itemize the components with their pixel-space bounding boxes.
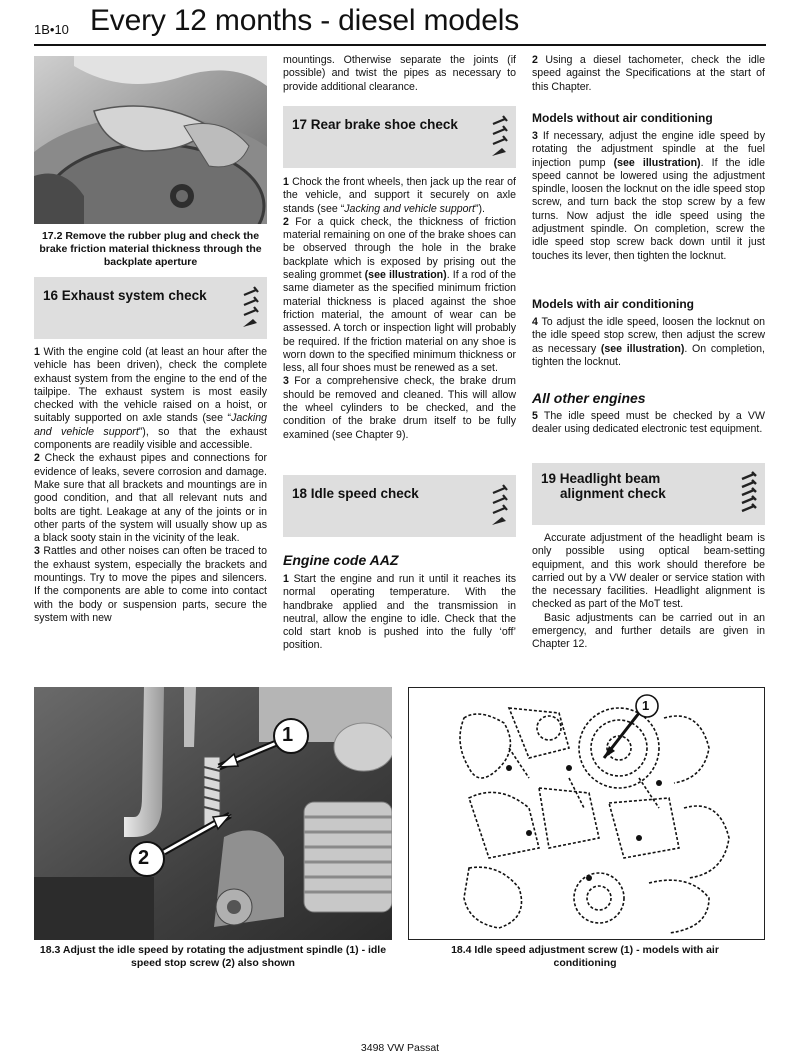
- difficulty-spanner-icon: [739, 471, 759, 517]
- page-title: Every 12 months - diesel models: [90, 4, 519, 37]
- section-reference: 1B•10: [34, 22, 69, 37]
- paragraph-text: . If the idle speed cannot be lowered using the adjustment spindle, loosen the locknut on the idle speed stop screw, and turn back the stop screw by a few turns. Now adjust the idle speed using the adjustment spindle. On completion, screw the idle speed stop screw back down until it just touches its lever, then tighten the locknut.: [532, 156, 765, 262]
- section-19-text: [532, 532, 765, 652]
- paragraph-number: 1: [283, 176, 289, 188]
- section-16-paragraph-3: [34, 545, 267, 625]
- section-18-heading: 18 Idle speed check: [292, 486, 419, 501]
- section-18-paragraph-3: [532, 130, 765, 263]
- paragraph-text: To adjust the idle speed, loosen the locknut on the idle speed stop screw, then adjust the screw as necessary: [532, 316, 765, 355]
- section-16-paragraph-1: [34, 346, 267, 452]
- illustration-reference: (see illustration): [364, 269, 447, 282]
- section-17-paragraph-3: [283, 375, 516, 441]
- paragraph-number: 1: [34, 346, 40, 358]
- figure-caption-18-4: 18.4 Idle speed adjustment screw (1) - models with air conditioning: [451, 944, 719, 969]
- section-19-heading-box: [532, 463, 765, 525]
- callout-label-1: 1: [642, 698, 650, 713]
- idle-speed-screw-diagram: [408, 687, 765, 940]
- paragraph-text: ”), so that the exhaust components are readily visible and accessible.: [34, 425, 267, 452]
- section-18-heading-box: [283, 475, 516, 537]
- section-18-text-a: [283, 573, 516, 653]
- brake-backplate-photo: [34, 56, 267, 224]
- section-18-paragraph-5: [532, 410, 765, 437]
- section-19-paragraph-1: Accurate adjustment of the headlight beam is only possible using optical beam-setting equipment, and this work should therefore be carried out by a VW dealer or service station with the necessary facilities. Headlight alignment is checked as part of the MoT test.: [532, 532, 765, 611]
- paragraph-number: 2: [532, 54, 538, 66]
- paragraph-text: If necessary, adjust the engine idle speed by rotating the adjustment spindle at the fuel injection pump: [532, 130, 765, 169]
- heading-line: alignment check: [560, 486, 666, 501]
- section-16-heading: 16 Exhaust system check: [43, 288, 207, 303]
- section-18-text-c: [532, 130, 765, 263]
- section-19-heading: [541, 471, 666, 501]
- cross-reference: Jacking and vehicle support: [34, 412, 267, 438]
- paragraph-text: The idle speed must be checked by a VW dealer using dedicated electronic test equipment.: [532, 410, 765, 436]
- section-17-paragraph-1: [283, 176, 516, 216]
- section-17-heading: 17 Rear brake shoe check: [292, 117, 458, 132]
- section-16-continued: [283, 54, 516, 94]
- paragraph-number: 4: [532, 316, 538, 328]
- paragraph-number: 2: [34, 452, 40, 465]
- cross-reference: Jacking and vehicle support: [344, 202, 475, 215]
- paragraph-text: Check the exhaust pipes and connections for evidence of leaks, severe corrosion and damage. Make sure that all brackets and mountings are in good condition, and that all relevant nuts and bolts are tight. Leakage at any of the joints or in other parts of the system will usually show up as a black sooty stain in the vicinity of the leak.: [34, 452, 267, 545]
- paragraph-text: Start the engine and run it until it reaches its normal operating temperature. With the handbrake applied and the transmission in neutral, allow the engine to idle. Check that the cold start knob is pushed into the fully ‘off’ position.: [283, 573, 516, 652]
- paragraph-number: 5: [532, 410, 538, 422]
- paragraph-text: Rattles and other noises can often be traced to the exhaust system, especially the brackets and mountings. Try to move the pipes and silencers. If the components are able to come into contact with the body or suspension parts, secure the system with new: [34, 545, 267, 624]
- figure-caption-18-3: 18.3 Adjust the idle speed by rotating the adjustment spindle (1) - idle speed stop screw (2) also shown: [39, 944, 387, 969]
- illustration-reference: (see illustration): [600, 342, 685, 355]
- illustration-reference: (see illustration): [613, 156, 701, 169]
- callout-arrows: [34, 687, 392, 940]
- difficulty-spanner-icon: [490, 483, 510, 529]
- paragraph-number: 2: [283, 215, 289, 228]
- paragraph-text: For a quick check, the thickness of friction material remaining on one of the brake shoes can be observed through the hole in the brake backplate which is exposed by prising out the sealing grommet: [283, 215, 516, 282]
- no-ac-subheading: Models without air conditioning: [532, 111, 713, 125]
- difficulty-spanner-icon: [490, 114, 510, 160]
- header-rule: [34, 44, 766, 46]
- paragraph-text: With the engine cold (at least an hour after the vehicle has been driven), check the complete exhaust system from the engine to the end of the tailpipe. The exhaust system is most easily checked with the vehicle raised on a hoist, or suitably supported on axle stands (see “: [34, 346, 267, 425]
- section-18-paragraph-4: [532, 316, 765, 369]
- page-footer: 3498 VW Passat: [360, 1042, 440, 1054]
- section-18-text-e: [532, 410, 765, 437]
- paragraph-text: ”).: [475, 202, 485, 215]
- figure-caption-17-2: 17.2 Remove the rubber plug and check the brake friction material thickness through the backplate aperture: [39, 230, 262, 268]
- paragraph-text: Chock the front wheels, then jack up the rear of the vehicle, and support it securely on axle stands (see “: [283, 176, 516, 215]
- paragraph-number: 3: [532, 130, 538, 142]
- engine-code-heading: Engine code AAZ: [283, 552, 399, 568]
- callout-label-2: 2: [138, 847, 150, 869]
- callout-label-1: 1: [282, 724, 294, 746]
- paragraph-text: . If a rod of the same diameter as the specified minimum friction material thickness is placed against the shoe friction material, the amount of wear can be assessed. A torch or inspection light will probably be required. If the friction material on any shoe is worn down to the specified minimum thickness or less, all four shoes must be renewed as a set.: [283, 269, 516, 375]
- section-17-paragraph-2: [283, 216, 516, 376]
- paragraph-text: mountings. Otherwise separate the joints (if possible) and twist the pipes as necessary to provide additional clearance.: [283, 54, 516, 93]
- section-18-paragraph-1: [283, 573, 516, 653]
- section-18-text-d: [532, 316, 765, 369]
- paragraph-text: Using a diesel tachometer, check the idle speed against the Specifications at the start of this Chapter.: [532, 54, 765, 93]
- paragraph-number: 3: [34, 545, 40, 558]
- paragraph-number: 3: [283, 375, 289, 388]
- section-16-text: [34, 346, 267, 625]
- other-engines-heading: All other engines: [532, 390, 646, 406]
- section-18-paragraph-2: [532, 54, 765, 94]
- paragraph-text: . On completion, tighten the locknut.: [532, 342, 765, 368]
- heading-line: 19 Headlight beam: [541, 471, 661, 486]
- section-18-text-b: [532, 54, 765, 94]
- section-17-text: [283, 176, 516, 442]
- section-17-heading-box: [283, 106, 516, 168]
- idle-speed-spindle-photo: [34, 687, 392, 940]
- paragraph-text: For a comprehensive check, the brake drum should be removed and cleaned. This will allow the wheel cylinders to be checked, and the condition of the brake drum itself to be fully examined (see Chapter 9).: [283, 375, 516, 441]
- section-19-paragraph-2: Basic adjustments can be carried out in an emergency, and further details are given in Chapter 12.: [532, 611, 765, 651]
- section-16-paragraph-2: [34, 452, 267, 545]
- paragraph-number: 1: [283, 573, 289, 585]
- ac-subheading: Models with air conditioning: [532, 297, 694, 311]
- difficulty-spanner-icon: [241, 285, 261, 331]
- section-16-heading-box: [34, 277, 267, 339]
